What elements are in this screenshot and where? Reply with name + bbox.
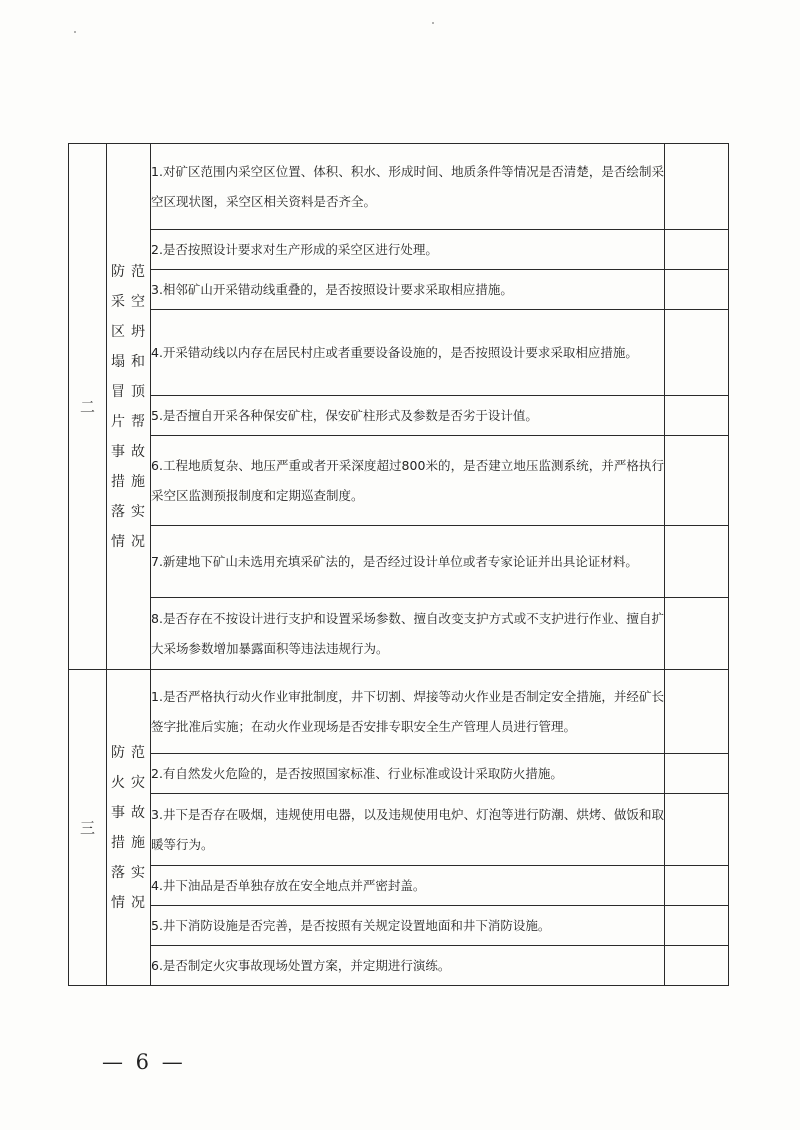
scan-speck [74, 31, 76, 33]
check-item: 8.是否存在不按设计进行支护和设置采场参数、擅自改变支护方式或不支护进行作业、擅自扩大采场参数增加暴露面积等违法违规行为。 [151, 598, 665, 670]
result-cell[interactable] [665, 946, 729, 986]
check-item: 5.是否擅自开采各种保安矿柱，保安矿柱形式及参数是否劣于设计值。 [151, 396, 665, 436]
table-row [69, 144, 729, 230]
table-row [69, 946, 729, 986]
section-category-text: 防范采空区坍塌和冒顶片帮事故措施落实情况 [111, 263, 151, 550]
table-row [69, 436, 729, 526]
result-cell[interactable] [665, 598, 729, 670]
table-row [69, 754, 729, 794]
check-item: 1.是否严格执行动火作业审批制度，井下切割、焊接等动火作业是否制定安全措施，并经矿长签字批准后实施；在动火作业现场是否安排专职安全生产管理人员进行管理。 [151, 670, 665, 754]
check-item: 3.井下是否存在吸烟，违规使用电器，以及违规使用电炉、灯泡等进行防潮、烘烤、做饭和取暖等行为。 [151, 794, 665, 866]
check-item: 2.有自然发火危险的，是否按照国家标准、行业标准或设计采取防火措施。 [151, 754, 665, 794]
check-item: 2.是否按照设计要求对生产形成的采空区进行处理。 [151, 230, 665, 270]
result-cell[interactable] [665, 310, 729, 396]
table-row [69, 396, 729, 436]
check-item: 4.井下油品是否单独存放在安全地点并严密封盖。 [151, 866, 665, 906]
table-row [69, 866, 729, 906]
result-cell[interactable] [665, 526, 729, 598]
checklist-table [68, 143, 729, 986]
result-cell[interactable] [665, 144, 729, 230]
scan-speck [432, 22, 434, 24]
page-number: — 6 — [102, 1050, 186, 1074]
check-item: 4.开采错动线以内存在居民村庄或者重要设备设施的，是否按照设计要求采取相应措施。 [151, 310, 665, 396]
table-row [69, 230, 729, 270]
table-row [69, 270, 729, 310]
result-cell[interactable] [665, 396, 729, 436]
section-number: 二 [69, 144, 107, 670]
result-cell[interactable] [665, 794, 729, 866]
section-category [107, 670, 151, 986]
section-category [107, 144, 151, 670]
result-cell[interactable] [665, 436, 729, 526]
check-item: 6.工程地质复杂、地压严重或者开采深度超过800米的，是否建立地压监测系统，并严格执行采空区监测预报制度和定期巡查制度。 [151, 436, 665, 526]
section-category-text: 防范火灾事故措施落实情况 [111, 744, 151, 911]
result-cell[interactable] [665, 866, 729, 906]
check-item: 6.是否制定火灾事故现场处置方案，并定期进行演练。 [151, 946, 665, 986]
table-row [69, 526, 729, 598]
table-row [69, 310, 729, 396]
table-row [69, 598, 729, 670]
check-item: 1.对矿区范围内采空区位置、体积、积水、形成时间、地质条件等情况是否清楚，是否绘制采空区现状图，采空区相关资料是否齐全。 [151, 144, 665, 230]
table-row [69, 794, 729, 866]
result-cell[interactable] [665, 270, 729, 310]
check-item: 3.相邻矿山开采错动线重叠的，是否按照设计要求采取相应措施。 [151, 270, 665, 310]
check-item: 5.井下消防设施是否完善，是否按照有关规定设置地面和井下消防设施。 [151, 906, 665, 946]
result-cell[interactable] [665, 906, 729, 946]
result-cell[interactable] [665, 754, 729, 794]
result-cell[interactable] [665, 670, 729, 754]
result-cell[interactable] [665, 230, 729, 270]
table-row [69, 670, 729, 754]
table-row [69, 906, 729, 946]
check-item: 7.新建地下矿山未选用充填采矿法的，是否经过设计单位或者专家论证并出具论证材料。 [151, 526, 665, 598]
section-number: 三 [69, 670, 107, 986]
